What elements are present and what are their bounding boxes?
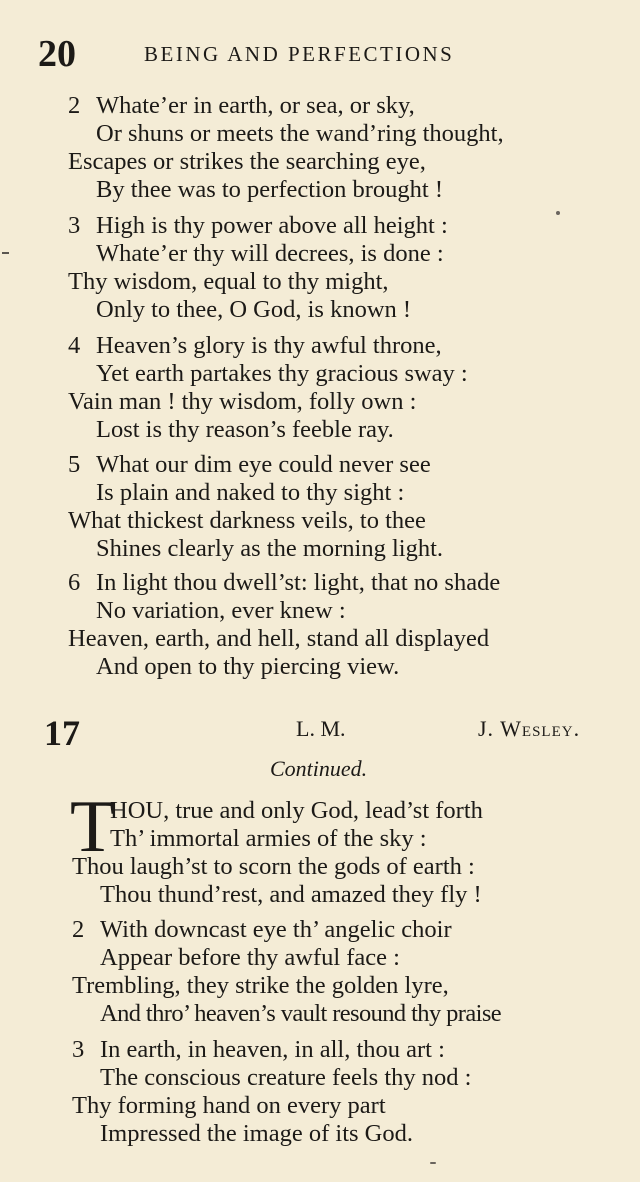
stanza-5-line-4: Shines clearly as the morning light. [96, 535, 444, 562]
hymn17-stanza-3-line-3: Thy forming hand on every part [72, 1092, 386, 1119]
stanza-number: 5 [68, 451, 81, 478]
stanza-3-line-1: 3 High is thy power above all height : [68, 212, 448, 239]
page-number: 20 [38, 33, 76, 75]
stanza-3-line-4: Only to thee, O God, is known ! [96, 296, 412, 323]
speck [430, 1162, 436, 1164]
hymn17-stanza-2-line-1: 2 With downcast eye th’ angelic choir [72, 916, 452, 943]
hymn17-stanza-3-line-4: Impressed the image of its God. [100, 1120, 413, 1147]
hymn17-stanza-3-line-2: The conscious creature feels thy nod : [100, 1064, 472, 1091]
hymn17-stanza-1-line-4: Thou thund’rest, and amazed they fly ! [100, 881, 482, 908]
hymn-subtitle: Continued. [270, 756, 368, 781]
stanza-4-line-1: 4 Heaven’s glory is thy awful throne, [68, 332, 442, 359]
hymn17-stanza-2-line-2: Appear before thy awful face : [100, 944, 400, 971]
stanza-3-line-2: Whate’er thy will decrees, is done : [96, 240, 444, 267]
stanza-6-line-1: 6 In light thou dwell’st: light, that no shade [68, 569, 501, 596]
hymn17-stanza-2-line-4: And thro’ heaven’s vault resound thy praise [100, 1000, 502, 1027]
stanza-2-line-2: Or shuns or meets the wand’ring thought, [96, 120, 504, 147]
stanza-4-line-2: Yet earth partakes thy gracious sway : [96, 360, 468, 387]
stanza-4-line-4: Lost is thy reason’s feeble ray. [96, 416, 394, 443]
hymn-number: 17 [44, 713, 80, 753]
stanza-number: 2 [68, 92, 81, 119]
stanza-number: 2 [72, 916, 85, 943]
running-head: BEING AND PERFECTIONS [144, 42, 455, 66]
hymn17-stanza-2-line-3: Trembling, they strike the golden lyre, [72, 972, 449, 999]
stanza-5-line-3: What thickest darkness veils, to thee [68, 507, 426, 534]
stanza-number: 3 [72, 1036, 85, 1063]
stanza-4-line-3: Vain man ! thy wisdom, folly own : [68, 388, 417, 415]
stanza-number: 4 [68, 332, 81, 359]
stanza-5-line-1: 5 What our dim eye could never see [68, 451, 431, 478]
margin-mark [2, 252, 9, 254]
hymn17-stanza-3-line-1: 3 In earth, in heaven, in all, thou art : [72, 1036, 445, 1063]
page-header [38, 30, 618, 80]
hymn-meter: L. M. [296, 716, 346, 741]
stanza-3-line-3: Thy wisdom, equal to thy might, [68, 268, 389, 295]
drop-cap: T [70, 786, 116, 868]
stanza-6-line-3: Heaven, earth, and hell, stand all displayed [68, 625, 490, 652]
hymn17-stanza-1-line-3: Thou laugh’st to scorn the gods of earth : [72, 853, 475, 880]
stanza-2-line-1: 2 Whate’er in earth, or sea, or sky, [68, 92, 415, 119]
speck [556, 211, 560, 215]
stanza-5-line-2: Is plain and naked to thy sight : [96, 479, 405, 506]
stanza-6-line-4: And open to thy piercing view. [96, 653, 400, 680]
hymn-author: J. Wesley. [478, 716, 581, 741]
stanza-6-line-2: No variation, ever knew : [96, 597, 346, 624]
stanza-number: 6 [68, 569, 81, 596]
stanza-number: 3 [68, 212, 81, 239]
stanza-2-line-3: Escapes or strikes the searching eye, [68, 148, 426, 175]
stanza-2-line-4: By thee was to perfection brought ! [96, 176, 443, 203]
hymn17-stanza-1-line-1: HOU, true and only God, lead’st forth [110, 797, 483, 824]
hymn17-stanza-1-line-2: Th’ immortal armies of the sky : [110, 825, 427, 852]
